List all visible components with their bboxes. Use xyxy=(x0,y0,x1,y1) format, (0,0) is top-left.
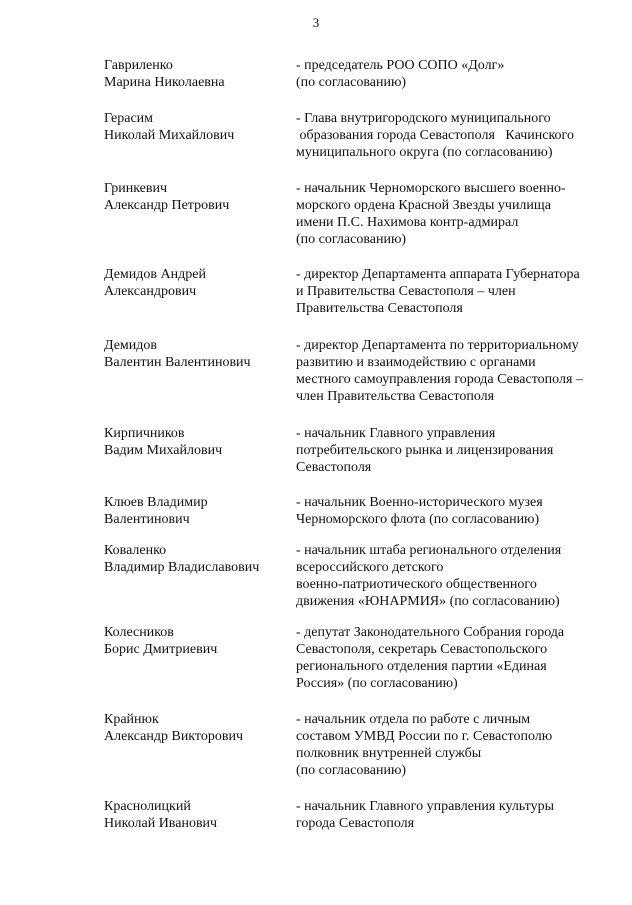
name-line: Крайнюк xyxy=(104,712,159,727)
name-line: Вадим Михайлович xyxy=(104,443,223,458)
name-line: Валентин Валентинович xyxy=(104,355,251,370)
name-line: Валентинович xyxy=(104,512,190,527)
role-line: - директор Департамента аппарата Губернатора xyxy=(296,267,580,282)
member-name xyxy=(104,266,289,300)
role-line: военно-патриотического общественного xyxy=(296,577,537,592)
name-line: Гавриленко xyxy=(104,58,173,73)
role-line: Правительства Севастополя xyxy=(296,301,463,316)
member-role xyxy=(296,798,611,832)
name-line: Гринкевич xyxy=(104,181,168,196)
name-line: Борис Дмитриевич xyxy=(104,642,218,657)
role-line: всероссийского детского xyxy=(296,560,444,575)
member-name xyxy=(104,494,289,528)
member-role xyxy=(296,57,611,91)
member-role xyxy=(296,266,611,317)
member-name xyxy=(104,57,289,91)
role-line: движения «ЮНАРМИЯ» (по согласованию) xyxy=(296,594,560,609)
name-line: Колесников xyxy=(104,625,174,640)
member-name xyxy=(104,798,289,832)
name-line: Николай Михайлович xyxy=(104,128,235,143)
member-name xyxy=(104,110,289,144)
name-line: Марина Николаевна xyxy=(104,75,225,90)
role-line: - Глава внутригородского муниципального xyxy=(296,111,551,126)
role-line: (по согласованию) xyxy=(296,232,407,247)
role-line: Россия» (по согласованию) xyxy=(296,676,458,691)
name-line: Николай Иванович xyxy=(104,816,218,831)
role-line: (по согласованию) xyxy=(296,75,407,90)
role-line: имени П.С. Нахимова контр-адмирал xyxy=(296,215,519,230)
member-name xyxy=(104,624,289,658)
member-role xyxy=(296,711,611,779)
role-line: муниципального округа (по согласованию) xyxy=(296,145,553,160)
role-line: полковник внутренней службы xyxy=(296,746,482,761)
member-role xyxy=(296,624,611,692)
role-line: - начальник штаба регионального отделения xyxy=(296,543,562,558)
role-line: - начальник Черноморского высшего военно- xyxy=(296,181,566,196)
name-line: Кирпичников xyxy=(104,426,185,441)
member-name xyxy=(104,542,289,576)
role-line: член Правительства Севастополя xyxy=(296,389,495,404)
name-line: Коваленко xyxy=(104,543,167,558)
member-name xyxy=(104,711,289,745)
member-role xyxy=(296,110,611,161)
role-line: (по согласованию) xyxy=(296,763,407,778)
name-line: Александр Петрович xyxy=(104,198,230,213)
member-role xyxy=(296,542,611,610)
name-line: Демидов xyxy=(104,338,158,353)
role-line: образования города Севастополя Качинского xyxy=(296,128,574,143)
name-line: Демидов Андрей xyxy=(104,267,206,282)
member-name xyxy=(104,337,289,371)
name-line: Владимир Владиславович xyxy=(104,560,260,575)
name-line: Александрович xyxy=(104,284,197,299)
role-line: Севастополя xyxy=(296,460,372,475)
role-line: регионального отделения партии «Единая xyxy=(296,659,547,674)
member-name xyxy=(104,180,289,214)
member-role xyxy=(296,425,611,476)
name-line: Краснолицкий xyxy=(104,799,191,814)
role-line: города Севастополя xyxy=(296,816,415,831)
role-line: составом УМВД России по г. Севастополю xyxy=(296,729,553,744)
role-line: - начальник Главного управления xyxy=(296,426,496,441)
role-line: потребительского рынка и лицензирования xyxy=(296,443,554,458)
name-line: Александр Викторович xyxy=(104,729,244,744)
name-line: Герасим xyxy=(104,111,154,126)
role-line: Черноморского флота (по согласованию) xyxy=(296,512,540,527)
role-line: местного самоуправления города Севастополя – xyxy=(296,372,583,387)
page-number: 3 xyxy=(312,15,320,30)
role-line: развитию и взаимодействию с органами xyxy=(296,355,536,370)
role-line: - начальник Военно-исторического музея xyxy=(296,495,543,510)
name-line: Клюев Владимир xyxy=(104,495,208,510)
role-line: Севастополя, секретарь Севастопольского xyxy=(296,642,548,657)
role-line: морского ордена Красной Звезды училища xyxy=(296,198,551,213)
role-line: и Правительства Севастополя – член xyxy=(296,284,516,299)
member-role xyxy=(296,337,611,405)
member-role xyxy=(296,494,611,528)
role-line: - директор Департамента по территориальному xyxy=(296,338,579,353)
role-line: - начальник отдела по работе с личным xyxy=(296,712,531,727)
role-line: - председатель РОО СОПО «Долг» xyxy=(296,58,505,73)
member-name xyxy=(104,425,289,459)
role-line: - начальник Главного управления культуры xyxy=(296,799,555,814)
role-line: - депутат Законодательного Собрания города xyxy=(296,625,565,640)
member-role xyxy=(296,180,611,248)
